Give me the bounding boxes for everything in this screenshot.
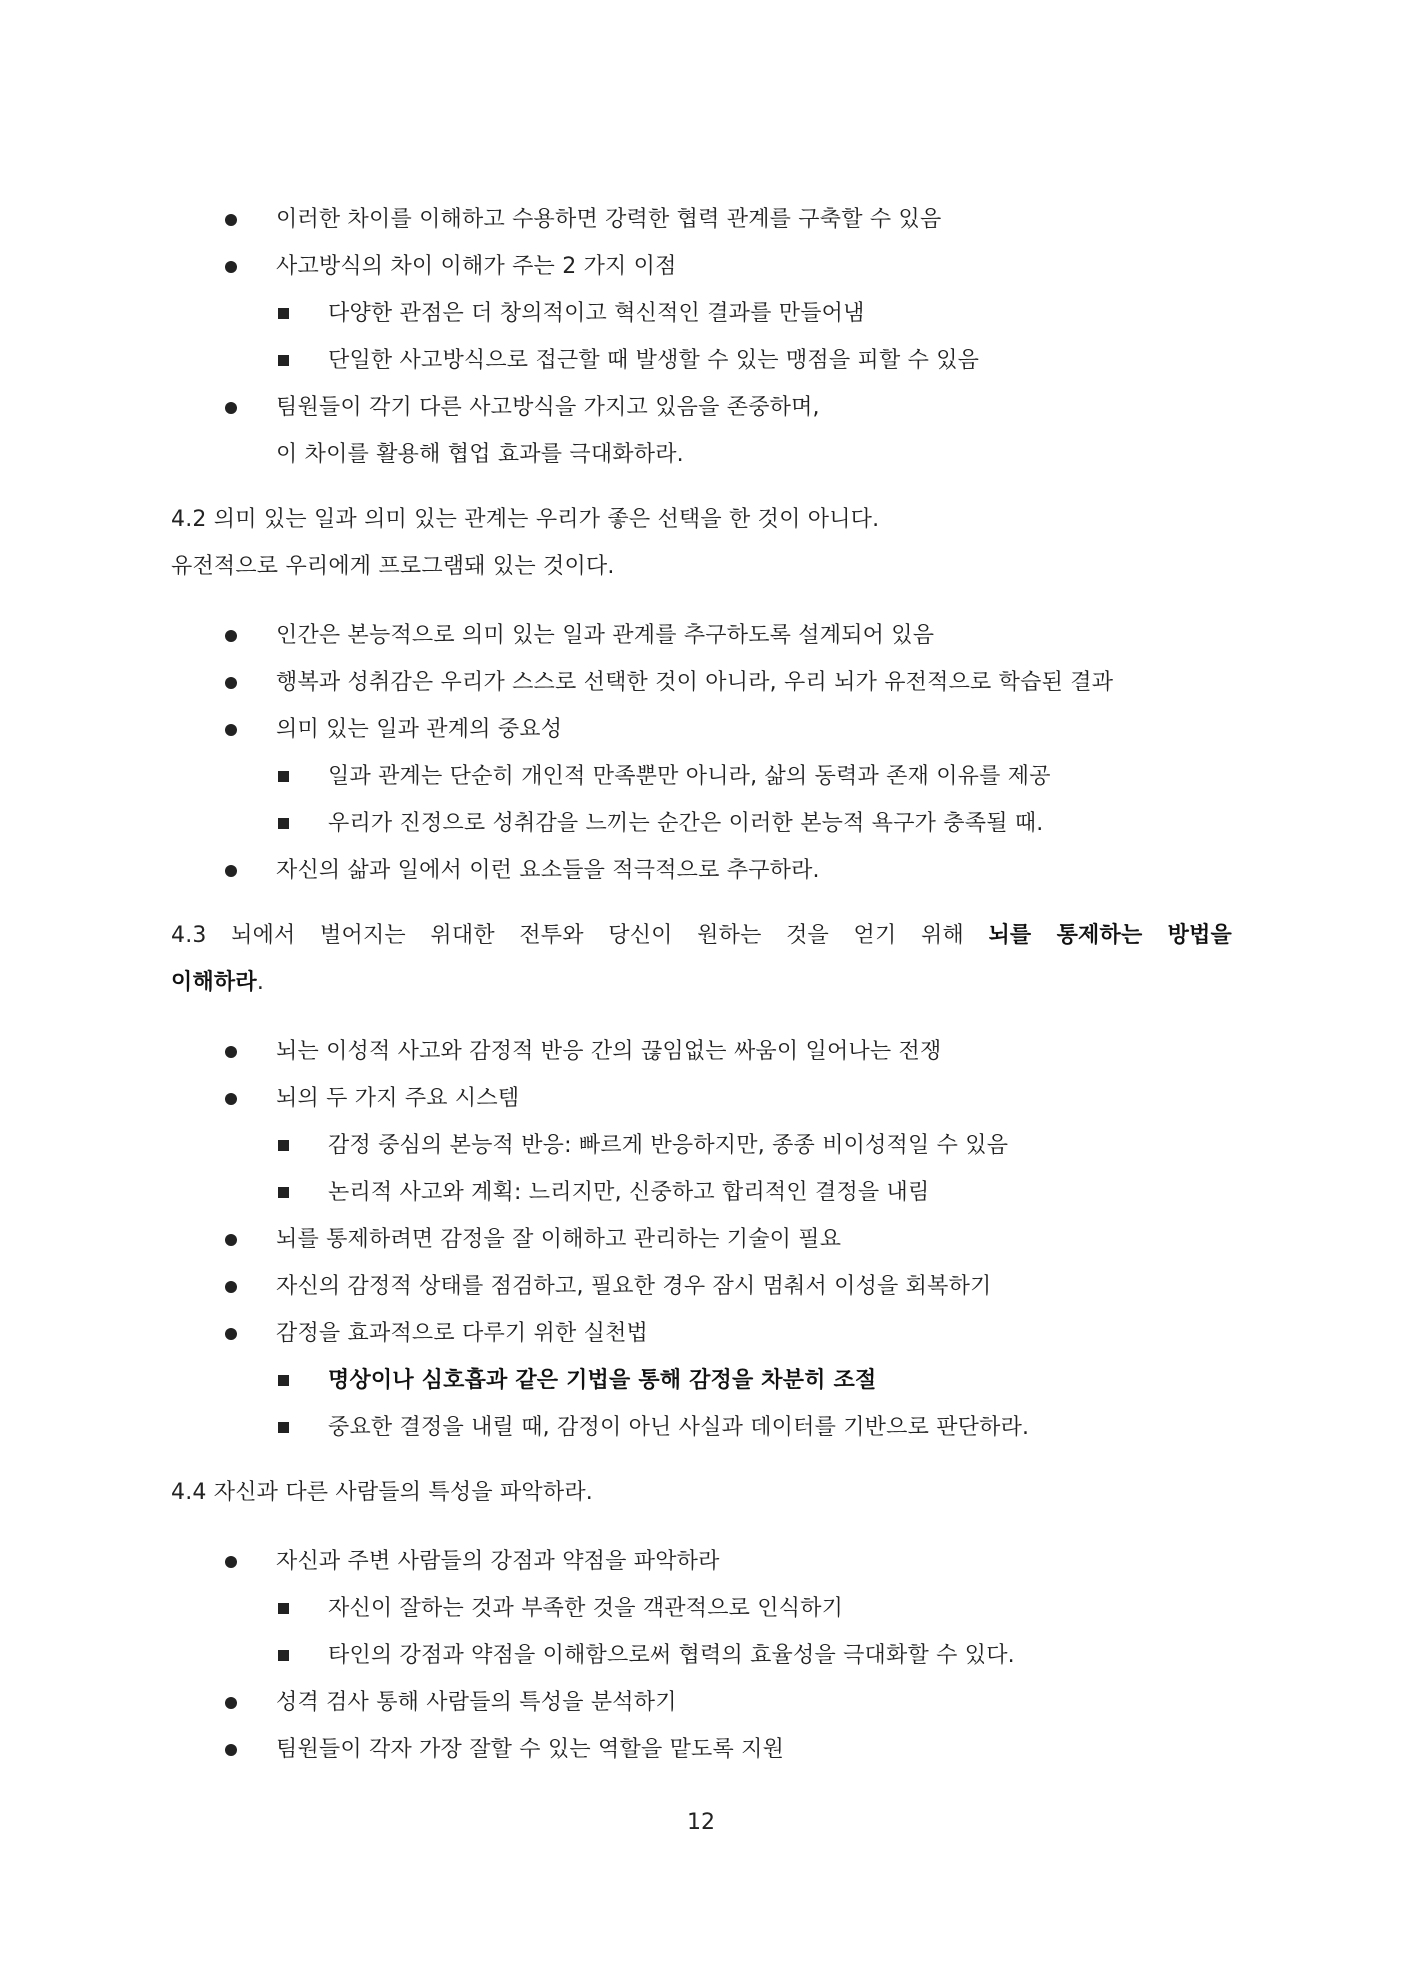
bullet-item: 자신과 주변 사람들의 강점과 약점을 파악하라 [0, 1538, 1402, 1585]
bullet-item: 뇌의 두 가지 주요 시스템 [0, 1075, 1402, 1122]
bullet-item: 자신의 삶과 일에서 이런 요소들을 적극적으로 추구하라. [0, 847, 1402, 894]
bullet-square [278, 1187, 289, 1198]
sub-bullet-item: 자신이 잘하는 것과 부족한 것을 객관적으로 인식하기 [0, 1585, 1402, 1632]
section-heading-4-3-line2: 이해하라. [171, 970, 265, 995]
bold-text: 뇌를 통제하는 방법을 [988, 923, 1232, 948]
section-heading-4-3-line1 [0, 912, 1402, 959]
sub-bullet-item: 중요한 결정을 내릴 때, 감정이 아닌 사실과 데이터를 기반으로 판단하라. [0, 1404, 1402, 1451]
bullet-square [278, 1375, 289, 1386]
bullet-item: 의미 있는 일과 관계의 중요성 [0, 706, 1402, 753]
bullet-item: 자신의 감정적 상태를 점검하고, 필요한 경우 잠시 멈춰서 이성을 회복하기 [0, 1263, 1402, 1310]
sub-bullet-item: 일과 관계는 단순히 개인적 만족뿐만 아니라, 삶의 동력과 존재 이유를 제공 [0, 753, 1402, 800]
section-heading-4-4: 4.4 자신과 다른 사람들의 특성을 파악하라. [171, 1480, 593, 1505]
bullet-dot [225, 1281, 237, 1293]
sub-bullet-item: 우리가 진정으로 성취감을 느끼는 순간은 이러한 본능적 욕구가 충족될 때. [0, 800, 1402, 847]
bullet-dot [225, 1744, 237, 1756]
bullet-dot [225, 1046, 237, 1058]
bullet-square [278, 355, 289, 366]
bullet-continuation: 이 차이를 활용해 협업 효과를 극대화하라. [276, 442, 684, 467]
bold-text: 명상이나 심호흡과 같은 기법을 통해 감정을 차분히 조절 [328, 1368, 877, 1393]
bullet-dot [225, 1093, 237, 1105]
bullet-square [278, 771, 289, 782]
bullet-dot [225, 1234, 237, 1246]
bullet-square [278, 818, 289, 829]
bullet-dot [225, 261, 237, 273]
bullet-item: 성격 검사 통해 사람들의 특성을 분석하기 [0, 1679, 1402, 1726]
bullet-square [278, 1650, 289, 1661]
sub-bullet-item: 논리적 사고와 계획: 느리지만, 신중하고 합리적인 결정을 내림 [0, 1169, 1402, 1216]
bullet-square [278, 1140, 289, 1151]
bullet-dot [225, 402, 237, 414]
bullet-item: 뇌를 통제하려면 감정을 잘 이해하고 관리하는 기술이 필요 [0, 1216, 1402, 1263]
bullet-item: 인간은 본능적으로 의미 있는 일과 관계를 추구하도록 설계되어 있음 [0, 612, 1402, 659]
bullet-dot [225, 865, 237, 877]
bullet-item: 행복과 성취감은 우리가 스스로 선택한 것이 아니라, 우리 뇌가 유전적으로 학습된 결과 [0, 659, 1402, 706]
bullet-dot [225, 214, 237, 226]
bullet-dot [225, 1556, 237, 1568]
sub-bullet-item: 다양한 관점은 더 창의적이고 혁신적인 결과를 만들어냄 [0, 290, 1402, 337]
section-heading-4-2-line2: 유전적으로 우리에게 프로그램돼 있는 것이다. [171, 554, 615, 579]
sub-bullet-item: 감정 중심의 본능적 반응: 빠르게 반응하지만, 종종 비이성적일 수 있음 [0, 1122, 1402, 1169]
bold-text: 이해하라 [171, 970, 257, 995]
bullet-dot [225, 1328, 237, 1340]
page-content [0, 196, 1402, 1773]
section-heading-4-3-justified: 4.3 뇌에서 벌어지는 위대한 전투와 당신이 원하는 것을 얻기 위해 뇌를 통제하는 방법을 [171, 923, 1232, 948]
bullet-dot [225, 724, 237, 736]
sub-bullet-item-bold [0, 1357, 1402, 1404]
bullet-dot [225, 630, 237, 642]
bullet-square [278, 1422, 289, 1433]
bullet-item: 팀원들이 각자 가장 잘할 수 있는 역할을 맡도록 지원 [0, 1726, 1402, 1773]
sub-bullet-item: 단일한 사고방식으로 접근할 때 발생할 수 있는 맹점을 피할 수 있음 [0, 337, 1402, 384]
bullet-item: 감정을 효과적으로 다루기 위한 실천법 [0, 1310, 1402, 1357]
bullet-item: 뇌는 이성적 사고와 감정적 반응 간의 끊임없는 싸움이 일어나는 전쟁 [0, 1028, 1402, 1075]
bullet-dot [225, 677, 237, 689]
bullet-square [278, 1603, 289, 1614]
bullet-dot [225, 1697, 237, 1709]
section-heading-4-2-line1: 4.2 의미 있는 일과 의미 있는 관계는 우리가 좋은 선택을 한 것이 아니다. [171, 507, 880, 532]
bullet-square [278, 308, 289, 319]
bullet-item: 이러한 차이를 이해하고 수용하면 강력한 협력 관계를 구축할 수 있음 [0, 196, 1402, 243]
page-number: 12 [687, 1810, 715, 1835]
sub-bullet-item: 타인의 강점과 약점을 이해함으로써 협력의 효율성을 극대화할 수 있다. [0, 1632, 1402, 1679]
bullet-item: 사고방식의 차이 이해가 주는 2 가지 이점 [0, 243, 1402, 290]
bullet-item: 팀원들이 각기 다른 사고방식을 가지고 있음을 존중하며, [0, 384, 1402, 431]
